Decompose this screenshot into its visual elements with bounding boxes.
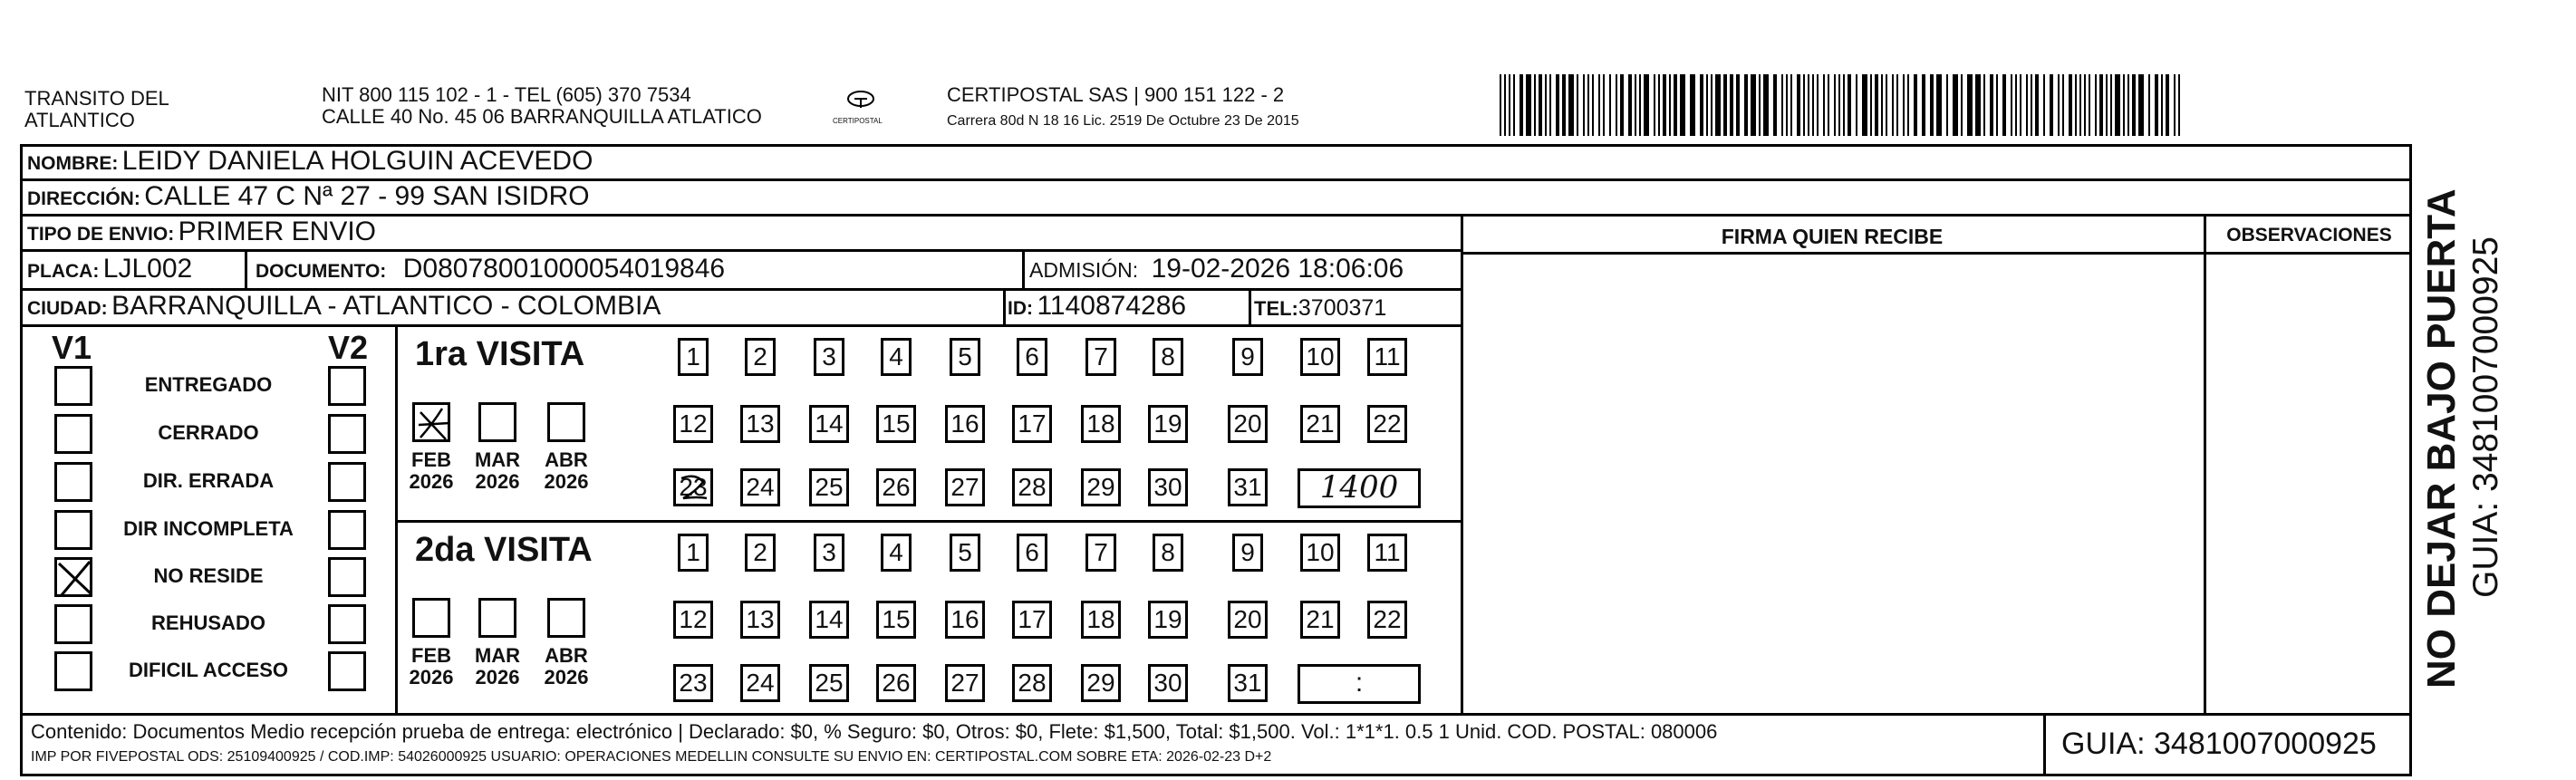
day-number: 4 [889,342,903,371]
status-option-label: DIR. ERRADA [142,469,275,492]
day-number: 29 [1086,473,1115,501]
day-number: 26 [882,669,911,697]
row-divider [20,324,1461,327]
status-option-label: ENTREGADO [144,373,273,396]
documento-field [256,254,725,284]
time-box[interactable] [1298,664,1421,704]
day-box[interactable] [950,534,980,572]
status-option-label: REHUSADO [151,611,265,634]
nombre-value: LEIDY DANIELA HOLGUIN ACEVEDO [121,146,593,176]
day-number: 16 [950,409,979,438]
ciudad-field [27,291,661,322]
day-box[interactable] [1148,601,1188,639]
month-year: 2026 [475,470,520,493]
day-number: 29 [1086,669,1115,697]
tipo-envio-field [27,217,376,247]
day-box[interactable] [740,405,780,443]
day-box[interactable] [1012,601,1052,639]
cell-divider [1249,288,1251,324]
status-option-label: NO RESIDE [153,564,264,587]
day-number: 10 [1306,342,1335,371]
day-number: 28 [1018,473,1047,501]
cell-divider [245,249,247,288]
day-number: 6 [1025,342,1039,371]
day-number: 3 [822,342,836,371]
v1-checkbox[interactable] [54,462,92,502]
month-label [404,449,458,493]
day-box[interactable] [1085,338,1116,376]
day-number: 28 [1018,669,1047,697]
status-option-label: DIFICIL ACCESO [128,659,288,681]
day-box[interactable] [809,664,849,702]
day-box[interactable] [1300,338,1340,376]
day-box[interactable] [814,534,844,572]
day-box[interactable] [1148,405,1188,443]
footer-guia: GUIA: 3481007000925 [2061,727,2377,761]
month-checkbox[interactable] [547,402,585,442]
day-box[interactable] [673,664,713,702]
placa-field [27,254,192,284]
day-box[interactable] [876,468,916,506]
day-number: 27 [950,473,979,501]
address-line: CALLE 40 No. 45 06 BARRANQUILLA ATLATICO [322,105,762,128]
courier-license: Carrera 80d N 18 16 Lic. 2519 De Octubre 23 De 2015 [947,113,1299,129]
day-number: 25 [815,669,844,697]
ciudad-value: BARRANQUILLA - ATLANTICO - COLOMBIA [111,291,661,321]
day-box[interactable] [1017,338,1047,376]
day-number: 18 [1086,605,1115,633]
admision-field [1029,254,1404,284]
id-value: 1140874286 [1037,291,1187,321]
courier-name: CERTIPOSTAL SAS | 900 151 122 - 2 [947,83,1285,106]
status-option-label: DIR INCOMPLETA [123,517,294,540]
day-number: 22 [1373,605,1402,633]
day-box[interactable] [1012,468,1052,506]
v2-checkbox[interactable] [328,462,366,502]
day-box[interactable] [745,534,776,572]
day-box[interactable] [1228,664,1268,702]
cell-divider [1003,288,1006,324]
placa-label: PLACA: [27,261,100,282]
day-number: 16 [950,605,979,633]
observaciones-header: OBSERVACIONES [2226,225,2392,246]
imp-line: IMP POR FIVEPOSTAL ODS: 25109400925 / COD.IMP: 54026000925 USUARIO: OPERACIONES MEDELLIN CONSULTE SU ENVIO EN: CERTIPOSTAL.COM SOBRE ETA: 2026-02-23 D+2 [31,749,1272,765]
v1-header: V1 [52,329,92,366]
v2-checkbox[interactable] [328,604,366,644]
v2-checkbox[interactable] [328,414,366,454]
nombre-label: NOMBRE: [27,153,119,174]
day-number: 7 [1094,538,1108,566]
month-name: FEB [411,644,451,667]
day-number: 27 [950,669,979,697]
time-box[interactable] [1298,468,1421,508]
tel-field [1254,295,1386,322]
month-label [539,645,593,689]
day-box[interactable] [1012,405,1052,443]
day-box[interactable] [814,338,844,376]
v2-checkbox[interactable] [328,366,366,406]
v2-checkbox[interactable] [328,651,366,691]
day-number: 11 [1374,342,1401,371]
day-number: 30 [1153,669,1182,697]
day-number: 4 [889,538,903,566]
cell-divider [1022,249,1025,288]
day-box[interactable] [945,664,985,702]
id-field [1008,291,1186,322]
day-number: 24 [746,669,775,697]
day-box[interactable] [945,601,985,639]
day-number: 8 [1161,538,1175,566]
placa-value: LJL002 [102,254,193,284]
admision-label: ADMISIÓN: [1029,258,1139,282]
day-box[interactable] [673,468,713,506]
day-box[interactable] [1300,601,1340,639]
day-box[interactable] [1148,664,1188,702]
day-box[interactable] [1367,534,1407,572]
v2-checkbox[interactable] [328,510,366,550]
v2-checkbox[interactable] [328,557,366,597]
nit-line: NIT 800 115 102 - 1 - TEL (605) 370 7534 [322,83,691,106]
day-box[interactable] [740,601,780,639]
day-number: 9 [1240,342,1255,371]
direccion-value: CALLE 47 C Nª 27 - 99 SAN ISIDRO [144,181,590,211]
month-year: 2026 [409,470,454,493]
v1-checkbox[interactable] [54,557,92,597]
side-guia: GUIA: 3481007000925 [2466,236,2505,598]
v1-checkbox[interactable] [54,414,92,454]
day-box[interactable] [1153,534,1183,572]
day-box[interactable] [1367,601,1407,639]
issuer-contact [322,84,762,128]
day-number: 17 [1018,605,1047,633]
month-checkbox[interactable] [478,598,516,638]
tel-label: TEL: [1254,297,1298,320]
documento-label: DOCUMENTO: [256,261,387,282]
tipo-envio-value: PRIMER ENVIO [178,217,377,246]
handwritten-mark-icon [676,471,712,512]
day-number: 2 [753,342,767,371]
day-number: 9 [1240,538,1255,566]
visit-title: 1ra VISITA [415,335,585,373]
status-divider [395,324,398,713]
day-number: 11 [1374,538,1401,566]
day-box[interactable] [1153,338,1183,376]
direccion-field [27,181,590,212]
month-checkbox[interactable] [478,402,516,442]
visit-divider [395,520,1461,523]
month-checkbox[interactable] [547,598,585,638]
month-label [470,645,525,689]
logo-text: CERTIPOSTAL [833,117,883,125]
column-divider [1461,214,1463,713]
day-number: 30 [1153,473,1182,501]
day-box[interactable] [678,534,709,572]
barcode [1500,74,2184,136]
day-number: 21 [1306,605,1335,633]
day-box[interactable] [673,601,713,639]
month-label [470,449,525,493]
day-box[interactable] [673,405,713,443]
month-checkbox[interactable] [412,402,450,442]
day-number: 22 [1373,409,1402,438]
day-number: 14 [815,605,844,633]
day-box[interactable] [809,405,849,443]
visit-title: 2da VISITA [415,531,593,569]
v1-checkbox[interactable] [54,651,92,691]
day-number: 2 [753,538,767,566]
status-option-label: CERRADO [158,421,259,444]
day-number: 15 [882,605,911,633]
day-box[interactable] [740,468,780,506]
barcode-graphic [1500,74,2184,136]
direccion-label: DIRECCIÓN: [27,188,140,209]
v1-checkbox[interactable] [54,604,92,644]
day-number: 15 [882,409,911,438]
month-label [404,645,458,689]
day-number: 1 [686,342,700,371]
day-box[interactable] [950,338,980,376]
tel-value: 3700371 [1298,295,1387,321]
day-number: 18 [1086,409,1115,438]
month-year: 2026 [544,666,589,689]
day-box[interactable] [1300,405,1340,443]
day-number: 17 [1018,409,1047,438]
time-value: : [1355,668,1364,698]
day-box[interactable] [876,664,916,702]
day-number: 8 [1161,342,1175,371]
contenido-line: Contenido: Documentos Medio recepción prueba de entrega: electrónico | Declarado: $0, % Seguro: $0, Otros: $0, Flete: $1,500, Total: $1,500. Vol.: 1*1*1. 0.5 1 Unid. COD. POSTAL: 080006 [31,720,1718,743]
check-mark-icon [415,405,451,443]
day-box[interactable] [1232,534,1263,572]
footer-cell-divider [2043,713,2046,776]
certipostal-logo [833,86,883,131]
day-number: 23 [679,669,708,697]
day-number: 3 [822,538,836,566]
v1-checkbox[interactable] [54,510,92,550]
day-box[interactable] [678,338,709,376]
day-number: 6 [1025,538,1039,566]
month-year: 2026 [409,666,454,689]
ciudad-label: CIUDAD: [27,298,108,319]
day-number: 23 [679,473,708,501]
row-divider [20,249,1461,252]
issuer-name [24,88,169,131]
day-box[interactable] [809,601,849,639]
day-box[interactable] [1081,468,1121,506]
day-box[interactable] [945,405,985,443]
issuer-line-1: TRANSITO DEL [24,87,169,110]
row-divider [20,214,2412,217]
day-box[interactable] [876,405,916,443]
v1-checkbox[interactable] [54,366,92,406]
check-mark-icon [57,560,93,598]
day-number: 19 [1153,409,1182,438]
day-box[interactable] [881,338,912,376]
day-number: 13 [746,605,775,633]
day-box[interactable] [945,468,985,506]
day-box[interactable] [1300,534,1340,572]
day-box[interactable] [1081,405,1121,443]
tipo-envio-label: TIPO DE ENVIO: [27,224,175,245]
day-number: 21 [1306,409,1335,438]
day-box[interactable] [1148,468,1188,506]
documento-value: D08078001000054019846 [402,254,726,284]
day-number: 20 [1233,409,1262,438]
month-name: FEB [411,448,451,471]
month-name: ABR [545,448,588,471]
day-box[interactable] [740,664,780,702]
time-value: 1400 [1319,469,1399,506]
footer-divider [20,713,2412,716]
day-box[interactable] [1232,338,1263,376]
day-box[interactable] [1228,468,1268,506]
firma-header: FIRMA QUIEN RECIBE [1721,225,1944,248]
month-label [539,449,593,493]
day-number: 1 [686,538,700,566]
day-number: 10 [1306,538,1335,566]
day-box[interactable] [1017,534,1047,572]
day-box[interactable] [1085,534,1116,572]
day-box[interactable] [1081,664,1121,702]
month-year: 2026 [475,666,520,689]
day-number: 31 [1233,669,1262,697]
v2-header: V2 [328,329,369,366]
nombre-field [27,146,593,177]
day-box[interactable] [1012,664,1052,702]
day-number: 12 [679,605,708,633]
day-box[interactable] [1228,601,1268,639]
row-divider [1461,252,2412,255]
day-number: 25 [815,473,844,501]
day-number: 7 [1094,342,1108,371]
day-box[interactable] [876,601,916,639]
day-number: 31 [1233,473,1262,501]
day-box[interactable] [881,534,912,572]
issuer-line-2: ATLANTICO [24,109,135,131]
day-number: 13 [746,409,775,438]
day-number: 14 [815,409,844,438]
day-box[interactable] [809,468,849,506]
day-box[interactable] [1367,338,1407,376]
id-label: ID: [1008,298,1033,319]
side-warning: NO DEJAR BAJO PUERTA [2419,188,2464,689]
month-checkbox[interactable] [412,598,450,638]
month-year: 2026 [544,470,589,493]
month-name: MAR [474,448,521,471]
day-box[interactable] [745,338,776,376]
day-number: 26 [882,473,911,501]
day-number: 20 [1233,605,1262,633]
day-number: 19 [1153,605,1182,633]
day-box[interactable] [1228,405,1268,443]
column-divider [2204,214,2206,713]
month-name: MAR [474,644,521,667]
month-name: ABR [545,644,588,667]
day-number: 5 [958,538,972,566]
day-box[interactable] [1367,405,1407,443]
day-number: 12 [679,409,708,438]
day-number: 24 [746,473,775,501]
admision-value: 19-02-2026 18:06:06 [1151,254,1404,284]
day-number: 5 [958,342,972,371]
day-box[interactable] [1081,601,1121,639]
